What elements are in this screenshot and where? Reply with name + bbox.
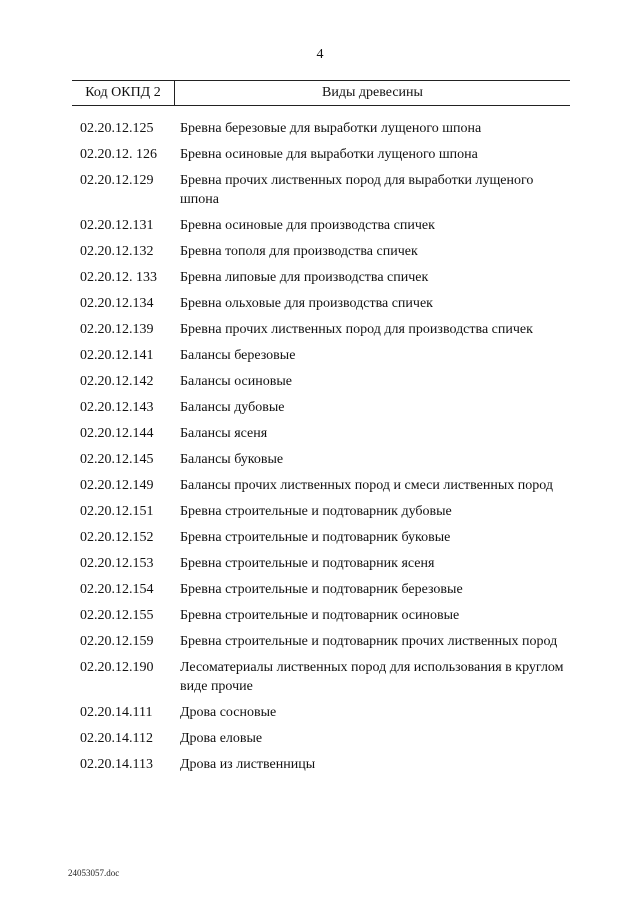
page-number: 4 bbox=[316, 47, 324, 62]
table-header bbox=[72, 80, 570, 106]
okpd-code: 02.20.12.144 bbox=[80, 426, 154, 441]
column-header-code: Код ОКПД 2 bbox=[72, 81, 175, 105]
table-row bbox=[80, 528, 570, 547]
wood-type-name: Бревна липовые для производства спичек bbox=[180, 270, 429, 285]
okpd-code: 02.20.12.134 bbox=[80, 296, 154, 311]
wood-type-name: Бревна ольховые для производства спичек bbox=[180, 296, 433, 311]
wood-type-name: Бревна прочих лиственных пород для выработки лущеного шпона bbox=[180, 173, 534, 207]
okpd-code: 02.20.14.111 bbox=[80, 705, 153, 720]
column-header-wood-type: Виды древесины bbox=[322, 85, 423, 100]
okpd-code: 02.20.12.151 bbox=[80, 504, 154, 519]
okpd-code: 02.20.12.153 bbox=[80, 556, 154, 571]
table-row bbox=[80, 580, 570, 599]
wood-type-name: Бревна строительные и подтоварник прочих лиственных пород bbox=[180, 634, 558, 649]
wood-type-name: Бревна прочих лиственных пород для производства спичек bbox=[180, 322, 533, 337]
okpd-code: 02.20.12.145 bbox=[80, 452, 154, 467]
table-row bbox=[80, 450, 570, 469]
okpd-code: 02.20.12.131 bbox=[80, 218, 154, 233]
table-row bbox=[80, 606, 570, 625]
table-row bbox=[80, 398, 570, 417]
table-row bbox=[80, 216, 570, 235]
table-row bbox=[80, 658, 570, 696]
wood-type-name: Бревна строительные и подтоварник березовые bbox=[180, 582, 463, 597]
wood-type-name: Балансы буковые bbox=[180, 452, 284, 467]
okpd-code: 02.20.12.154 bbox=[80, 582, 154, 597]
okpd-code: 02.20.14.112 bbox=[80, 731, 153, 746]
table-row bbox=[80, 145, 570, 164]
table-row bbox=[80, 346, 570, 365]
wood-type-name: Бревна осиновые для производства спичек bbox=[180, 218, 435, 233]
wood-type-name: Дрова сосновые bbox=[180, 705, 277, 720]
table-row bbox=[80, 242, 570, 261]
wood-type-name: Балансы ясеня bbox=[180, 426, 268, 441]
wood-type-name: Бревна осиновые для выработки лущеного шпона bbox=[180, 147, 478, 162]
okpd-code: 02.20.14.113 bbox=[80, 757, 153, 772]
okpd-code: 02.20.12.129 bbox=[80, 173, 154, 188]
wood-type-name: Дрова еловые bbox=[180, 731, 263, 746]
wood-type-name: Бревна строительные и подтоварник ясеня bbox=[180, 556, 435, 571]
wood-type-name: Бревна березовые для выработки лущеного шпона bbox=[180, 121, 482, 136]
okpd-code: 02.20.12.159 bbox=[80, 634, 154, 649]
table-row bbox=[80, 729, 570, 748]
okpd-code: 02.20.12.132 bbox=[80, 244, 154, 259]
wood-type-name: Лесоматериалы лиственных пород для использования в круглом виде прочие bbox=[180, 660, 564, 694]
table-row bbox=[80, 268, 570, 287]
wood-type-name: Балансы осиновые bbox=[180, 374, 292, 389]
okpd-code: 02.20.12. 133 bbox=[80, 270, 157, 285]
okpd-code: 02.20.12.142 bbox=[80, 374, 154, 389]
table-row bbox=[80, 119, 570, 138]
okpd-code: 02.20.12.149 bbox=[80, 478, 154, 493]
wood-type-name: Бревна строительные и подтоварник буковые bbox=[180, 530, 451, 545]
wood-type-name: Бревна строительные и подтоварник осиновые bbox=[180, 608, 460, 623]
table-row bbox=[80, 320, 570, 339]
wood-type-name: Балансы березовые bbox=[180, 348, 296, 363]
table-row bbox=[80, 632, 570, 651]
wood-type-name: Балансы прочих лиственных пород и смеси лиственных пород bbox=[180, 478, 553, 493]
okpd-code: 02.20.12.143 bbox=[80, 400, 154, 415]
table-row bbox=[80, 476, 570, 495]
table-row bbox=[80, 703, 570, 722]
okpd-code: 02.20.12.190 bbox=[80, 660, 154, 675]
wood-type-name: Балансы дубовые bbox=[180, 400, 285, 415]
footer-file-name: 24053057.doc bbox=[68, 868, 120, 878]
okpd-code: 02.20.12.141 bbox=[80, 348, 154, 363]
okpd-code: 02.20.12.139 bbox=[80, 322, 154, 337]
wood-type-name: Дрова из лиственницы bbox=[180, 757, 316, 772]
okpd-code: 02.20.12.152 bbox=[80, 530, 154, 545]
table-row bbox=[80, 372, 570, 391]
table-row bbox=[80, 171, 570, 209]
wood-type-name: Бревна строительные и подтоварник дубовые bbox=[180, 504, 452, 519]
table-row bbox=[80, 424, 570, 443]
table-row bbox=[80, 502, 570, 521]
wood-type-name: Бревна тополя для производства спичек bbox=[180, 244, 418, 259]
okpd-code: 02.20.12.155 bbox=[80, 608, 154, 623]
table-row bbox=[80, 294, 570, 313]
table-row bbox=[80, 554, 570, 573]
okpd-code: 02.20.12. 126 bbox=[80, 147, 157, 162]
table-body bbox=[80, 119, 570, 781]
table-row bbox=[80, 755, 570, 774]
okpd-code: 02.20.12.125 bbox=[80, 121, 154, 136]
